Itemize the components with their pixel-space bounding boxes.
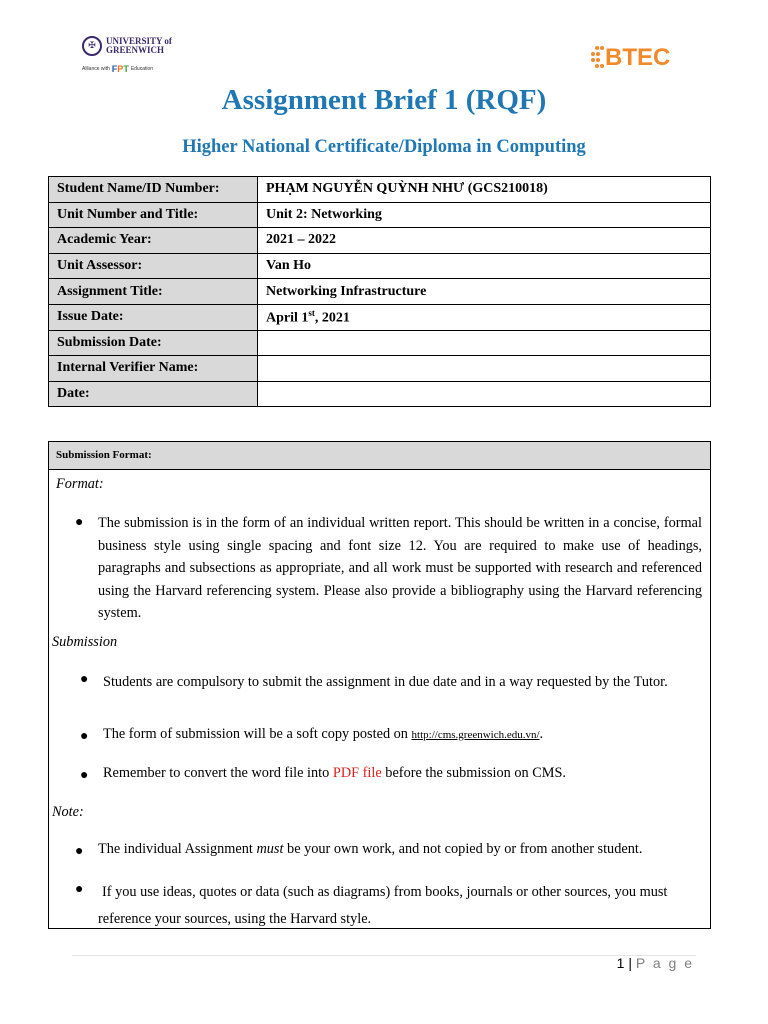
page-title: Assignment Brief 1 (RQF) [221,84,547,116]
btec-dots-icon [590,44,604,72]
page-number: 1 [616,955,625,971]
issue-date-tail: , 2021 [314,310,350,326]
issue-date-sup: st [308,307,315,318]
university-name-row [82,36,192,56]
row-label: Submission Date: [49,330,258,356]
submission-bullet-3-end: before the submission on CMS. [381,765,567,781]
page-footer [617,955,694,971]
fpt-letter-f: F [111,64,118,74]
university-greenwich-logo [82,36,192,82]
note-bullet-1-end: be your own work, and not copied by or from another student. [283,841,643,857]
note-bullet-2: If you use ideas, quotes or data (such as diagrams) from books, journals or other sources, you must reference your sources, using the Harvard style. [98,884,668,927]
submission-format-heading: Submission Format: [49,442,710,470]
row-value: Unit 2: Networking [258,202,711,228]
row-value [258,330,711,356]
issue-date-main: April 1 [266,310,309,326]
table-row [49,381,711,407]
submission-bullet-3-text: Remember to convert the word file into [103,765,333,781]
btec-logo [590,44,670,72]
bullet-icon: ● [75,515,84,530]
footer-divider [72,955,696,956]
submission-bullet-2 [103,726,693,743]
fpt-logo [112,64,129,74]
submission-bullet-2-text: The form of submission will be a soft copy posted on [103,726,412,742]
submission-bullet-1: Students are compulsory to submit the assignment in due date and in a way requested by the Tutor. [103,674,668,690]
row-label: Unit Assessor: [49,253,258,279]
note-bullet-1-text: The individual Assignment [98,841,257,857]
submission-format-box [48,441,711,929]
note-label: Note: [52,804,84,820]
fpt-letter-t: T [123,64,129,74]
row-value: 2021 – 2022 [258,228,711,254]
table-row [49,356,711,382]
note-bullet-1 [98,841,702,858]
row-value [258,356,711,382]
row-value [258,304,711,330]
table-row [49,304,711,330]
table-row [49,330,711,356]
bullet-icon: ● [80,729,89,744]
bullet-icon: ● [75,882,84,897]
row-label: Assignment Title: [49,279,258,305]
bullet-icon: ● [75,844,84,859]
pdf-file-highlight: PDF file [332,765,382,781]
bullet-icon: ● [80,672,89,687]
university-name [106,37,172,55]
row-value: Van Ho [258,253,711,279]
table-row [49,228,711,254]
row-label: Issue Date: [49,304,258,330]
university-line1: UNIVERSITY of [106,36,172,46]
row-label: Internal Verifier Name: [49,356,258,382]
submission-label: Submission [52,634,118,650]
university-line2: GREENWICH [106,45,165,55]
footer-separator: | [628,955,632,971]
row-label: Student Name/ID Number: [49,177,258,203]
submission-bullet-2-end: . [539,726,544,742]
education-text: Education [130,66,154,72]
fpt-alliance-row [82,64,192,74]
row-label: Date: [49,381,258,407]
page-subtitle: Higher National Certificate/Diploma in Computing [182,137,586,157]
table-row [49,177,711,203]
table-row [49,202,711,228]
btec-text: BTEC [605,44,671,71]
row-value: PHẠM NGUYỄN QUỲNH NHƯ (GCS210018) [258,177,711,203]
format-bullet-text: The submission is in the form of an individual written report. This should be written in a concise, formal business style using single spacing and font size 12. You are required to make use of headings, paragraphs and subsections as appropriate, and all work must be supported with research and referenced using the Harvard referencing system. Please also provide a bibliography using the Harvard referencing system. [98,515,702,621]
assignment-info-table [48,176,711,407]
cms-link[interactable]: http://cms.greenwich.edu.vn/ [411,729,540,741]
university-crest-icon: ✠ [82,36,102,56]
row-label: Academic Year: [49,228,258,254]
format-label: Format: [56,476,104,492]
row-value [258,381,711,407]
note-bullet-1-emphasis: must [256,841,284,857]
submission-bullet-3 [103,765,693,782]
page-word: P a g e [635,955,694,971]
row-value: Networking Infrastructure [258,279,711,305]
bullet-icon: ● [80,768,89,783]
table-row [49,253,711,279]
row-label: Unit Number and Title: [49,202,258,228]
table-row [49,279,711,305]
fpt-letter-p: P [117,64,124,74]
alliance-text: Alliance with [82,66,110,72]
